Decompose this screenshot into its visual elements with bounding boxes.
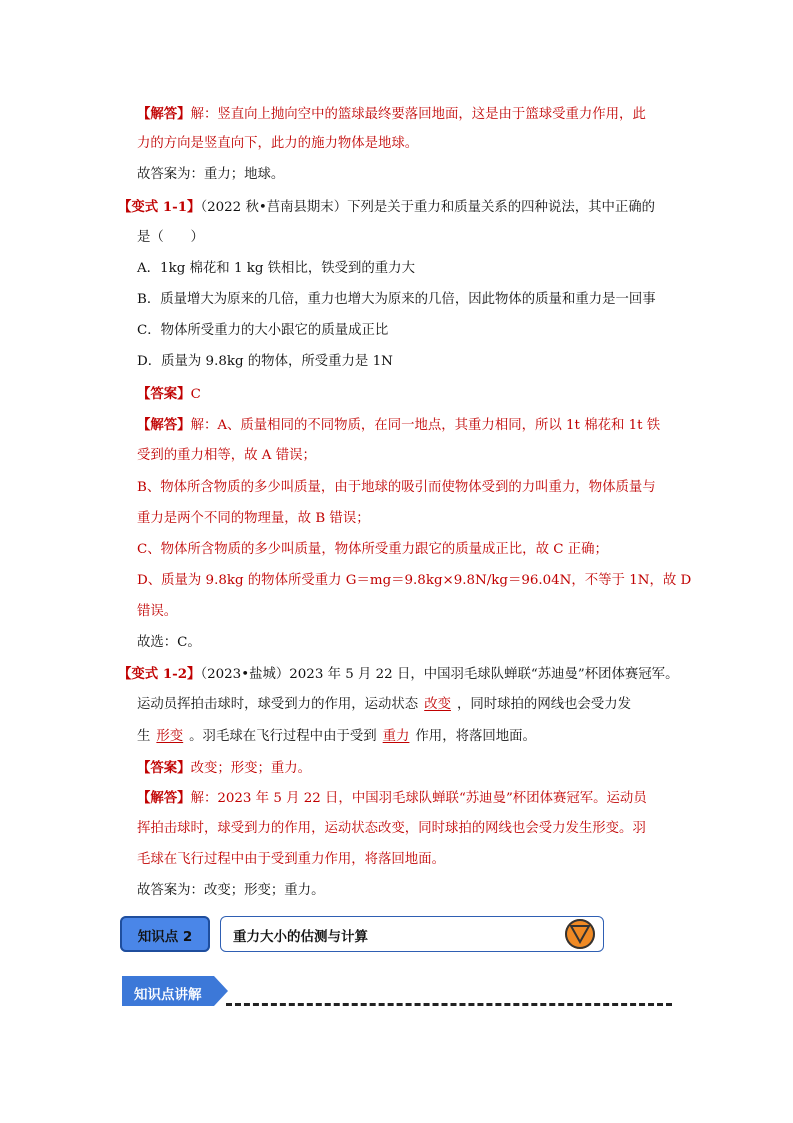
subsection-label: 知识点讲解: [134, 987, 202, 1003]
solution-line: C、物体所含物质的多少叫质量，物体所受重力跟它的质量成正比，故 C 正确；: [137, 542, 608, 557]
solution-line: 受到的重力相等，故 A 错误；: [137, 448, 316, 463]
solution-line: [137, 415, 660, 436]
question-line: [118, 664, 678, 685]
question-tag: 【变式 1-2】: [118, 666, 201, 682]
question-text: 生: [137, 729, 151, 744]
option-c: C．物体所受重力的大小跟它的质量成正比: [137, 323, 389, 338]
solution-text: 解：2023 年 5 月 22 日，中国羽毛球队蝉联“苏迪曼”杯团体赛冠军。运动员: [190, 791, 647, 806]
solution-tag: 【解答】: [137, 790, 191, 806]
question-text: （2022 秋•莒南县期末）下列是关于重力和质量关系的四种说法，其中正确的: [200, 200, 656, 215]
solution-line: [137, 788, 647, 809]
answer-line: [137, 758, 311, 779]
solution-line: 挥拍击球时，球受到力的作用，运动状态改变，同时球拍的网线也会受力发生形变。羽: [137, 821, 646, 836]
solution-line: 错误。: [137, 604, 178, 619]
option-d: D．质量为 9.8kg 的物体，所受重力是 1N: [137, 354, 393, 369]
solution-line: 毛球在飞行过程中由于受到重力作用，将落回地面。: [137, 852, 445, 867]
triangle-down-icon: [569, 924, 591, 944]
question-text: ，同时球拍的网线也会受力发: [456, 697, 632, 712]
answer-line: [137, 384, 201, 405]
answer-tag: 【答案】: [137, 760, 191, 776]
answer-line: 故答案为：改变；形变；重力。: [137, 883, 325, 898]
knowledge-point-title: 重力大小的估测与计算: [233, 929, 368, 945]
question-text: 。羽毛球在飞行过程中由于受到: [189, 729, 377, 744]
solution-text: 解：竖直向上抛向空中的篮球最终要落回地面，这是由于篮球受重力作用，此: [190, 107, 646, 122]
answer-value: C: [190, 387, 201, 402]
knowledge-point-label-text: 知识点 2: [137, 929, 193, 945]
choice-line: 故选：C。: [137, 635, 201, 650]
solution-line: 力的方向是竖直向下，此力的施力物体是地球。: [137, 136, 419, 151]
answer-tag: 【答案】: [137, 386, 191, 402]
option-b: B．质量增大为原来的几倍，重力也增大为原来的几倍，因此物体的质量和重力是一回事: [137, 292, 656, 307]
question-text: 作用，将落回地面。: [415, 729, 536, 744]
solution-tag: 【解答】: [137, 106, 191, 122]
question-line: [118, 197, 655, 218]
question-line: [137, 695, 631, 715]
blank-answer: 重力: [382, 729, 410, 744]
answer-value: 改变；形变；重力。: [190, 761, 312, 776]
collapse-toggle[interactable]: [565, 919, 595, 949]
question-tag: 【变式 1-1】: [118, 199, 201, 215]
solution-text: 解：A、质量相同的不同物质，在同一地点，其重力相同，所以 1t 棉花和 1t 铁: [190, 418, 661, 433]
question-text: （2023•盐城）2023 年 5 月 22 日，中国羽毛球队蝉联“苏迪曼”杯团体赛冠军。: [200, 667, 679, 682]
question-line: 是（ ）: [137, 230, 204, 245]
question-text: 运动员挥拍击球时，球受到力的作用，运动状态: [137, 697, 419, 712]
knowledge-point-bar: [220, 916, 604, 952]
solution-line: [137, 104, 646, 125]
knowledge-point-label: [120, 916, 210, 952]
dashed-divider: [226, 1003, 672, 1006]
question-line: [137, 727, 536, 747]
subsection-tag: [122, 976, 230, 1006]
blank-answer: 改变: [424, 697, 451, 712]
solution-line: B、物体所含物质的多少叫质量，由于地球的吸引而使物体受到的力叫重力，物体质量与: [137, 480, 656, 495]
answer-line: 故答案为：重力；地球。: [137, 167, 285, 182]
solution-tag: 【解答】: [137, 417, 191, 433]
option-a: A．1kg 棉花和 1 kg 铁相比，铁受到的重力大: [137, 261, 415, 276]
solution-line: 重力是两个不同的物理量，故 B 错误；: [137, 511, 370, 526]
blank-answer: 形变: [156, 729, 184, 744]
solution-line: D、质量为 9.8kg 的物体所受重力 G＝mg＝9.8kg×9.8N/kg＝96.04N，不等于 1N，故 D: [137, 573, 692, 588]
